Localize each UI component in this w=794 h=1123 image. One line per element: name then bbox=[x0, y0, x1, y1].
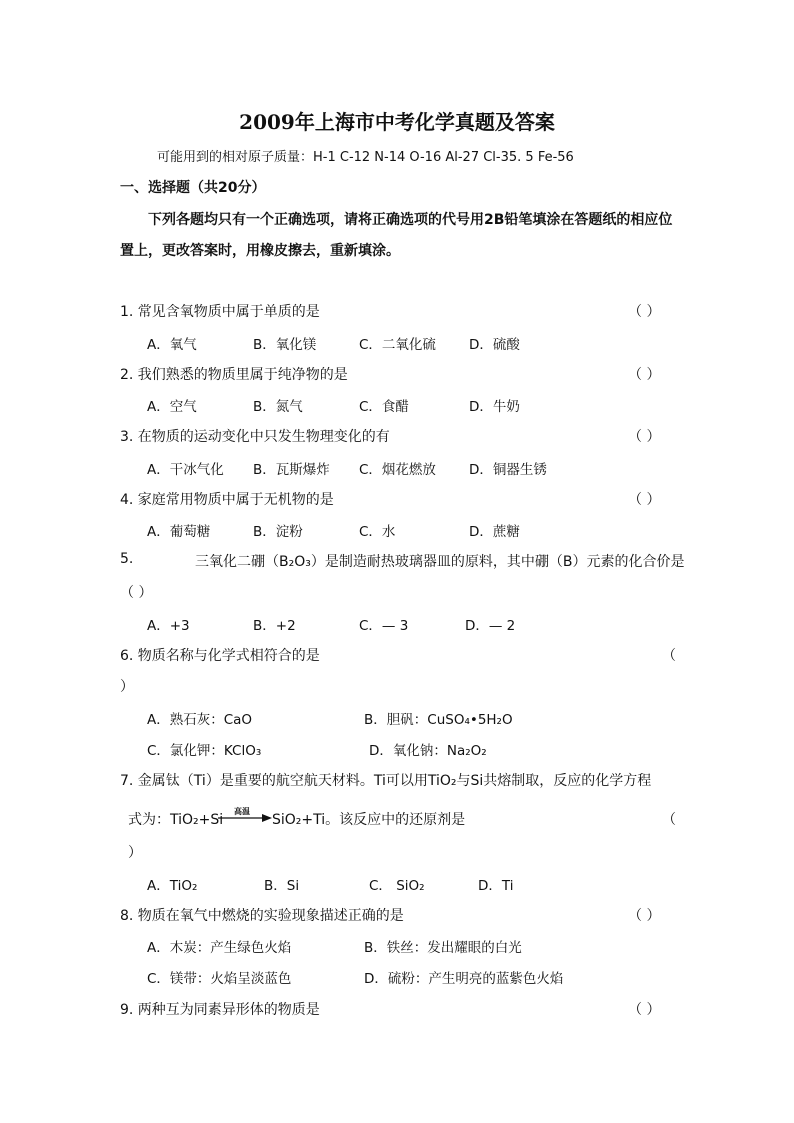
question-3-option-c: C．烟花燃放 bbox=[359, 462, 436, 478]
question-1-option-d: D．硫酸 bbox=[469, 337, 520, 353]
question-3-option-d: D．铜器生锈 bbox=[469, 462, 547, 478]
section-heading: 一、选择题（共20分） bbox=[120, 180, 266, 196]
question-2-option-a: A．空气 bbox=[147, 399, 197, 415]
question-6-option-d: D．氧化钠：Na₂O₂ bbox=[369, 743, 487, 759]
question-7-answer-paren-open: （ bbox=[662, 812, 676, 828]
question-1-answer-paren: （ ） bbox=[628, 304, 661, 320]
question-7-option-b: B．Si bbox=[264, 878, 300, 894]
question-5-option-a: A．+3 bbox=[147, 618, 190, 634]
question-6-stem: 6. 物质名称与化学式相符合的是 bbox=[120, 648, 320, 664]
question-5-option-d: D．— 2 bbox=[465, 618, 516, 634]
question-5-option-b: B．+2 bbox=[253, 618, 296, 634]
instructions-line-1: 下列各题均只有一个正确选项，请将正确选项的代号用2B铅笔填涂在答题纸的相应位 bbox=[148, 212, 673, 228]
question-8-option-a: A．木炭：产生绿色火焰 bbox=[147, 940, 292, 956]
question-7-answer-paren-close: ） bbox=[128, 845, 142, 861]
question-6-option-a: A．熟石灰：CaO bbox=[147, 712, 253, 728]
question-4-answer-paren: （ ） bbox=[628, 492, 661, 508]
question-3-option-b: B．瓦斯爆炸 bbox=[253, 462, 330, 478]
question-5-number: 5. bbox=[120, 551, 134, 567]
question-8-stem: 8. 物质在氧气中燃烧的实验现象描述正确的是 bbox=[120, 908, 404, 924]
question-3-answer-paren: （ ） bbox=[628, 429, 661, 445]
question-4-option-b: B．淀粉 bbox=[253, 524, 303, 540]
question-8-option-c: C．镁带：火焰呈淡蓝色 bbox=[147, 971, 292, 987]
question-7-equation-left: 式为：TiO₂+Si bbox=[128, 812, 224, 828]
question-5-stem: 三氧化二硼（B₂O₃）是制造耐热玻璃器皿的原料，其中硼（B）元素的化合价是 bbox=[195, 554, 685, 570]
question-6-option-b: B．胆矾：CuSO₄•5H₂O bbox=[364, 712, 513, 728]
reaction-condition-label: 高温 bbox=[234, 807, 250, 816]
reaction-arrow bbox=[218, 808, 272, 822]
question-7-option-d: D．Ti bbox=[478, 878, 514, 894]
question-8-option-b: B．铁丝：发出耀眼的白光 bbox=[364, 940, 522, 956]
question-1-option-c: C．二氧化硫 bbox=[359, 337, 436, 353]
question-2-answer-paren: （ ） bbox=[628, 367, 661, 383]
question-6-option-c: C．氯化钾：KClO₃ bbox=[147, 743, 262, 759]
question-2-option-c: C．食醋 bbox=[359, 399, 409, 415]
question-5-option-c: C．— 3 bbox=[359, 618, 409, 634]
question-4-stem: 4. 家庭常用物质中属于无机物的是 bbox=[120, 492, 334, 508]
question-8-option-d: D．硫粉：产生明亮的蓝紫色火焰 bbox=[364, 971, 564, 987]
question-9-stem: 9. 两种互为同素异形体的物质是 bbox=[120, 1002, 320, 1018]
question-3-stem: 3. 在物质的运动变化中只发生物理变化的有 bbox=[120, 429, 390, 445]
question-3-option-a: A．干冰气化 bbox=[147, 462, 224, 478]
question-2-stem: 2. 我们熟悉的物质里属于纯净物的是 bbox=[120, 367, 348, 383]
question-5-answer-paren: （ ） bbox=[120, 585, 153, 601]
question-1-option-b: B．氧化镁 bbox=[253, 337, 317, 353]
question-4-option-c: C．水 bbox=[359, 524, 396, 540]
question-1-option-a: A．氧气 bbox=[147, 337, 197, 353]
question-7-stem: 7. 金属钛（Ti）是重要的航空航天材料。Ti可以用TiO₂与Si共熔制取，反应的化学方程 bbox=[120, 773, 652, 789]
question-4-option-a: A．葡萄糖 bbox=[147, 524, 211, 540]
question-2-option-d: D．牛奶 bbox=[469, 399, 520, 415]
page-title: 2009年上海市中考化学真题及答案 bbox=[239, 110, 555, 134]
question-9-answer-paren: （ ） bbox=[628, 1002, 661, 1018]
question-7-option-c: C． SiO₂ bbox=[369, 878, 425, 894]
question-7-equation-right: SiO₂+Ti。该反应中的还原剂是 bbox=[272, 812, 466, 828]
question-8-answer-paren: （ ） bbox=[628, 908, 661, 924]
question-2-option-b: B．氮气 bbox=[253, 399, 303, 415]
question-4-option-d: D．蔗糖 bbox=[469, 524, 520, 540]
question-6-answer-paren-open: （ bbox=[662, 648, 676, 664]
question-1-stem: 1. 常见含氧物质中属于单质的是 bbox=[120, 304, 320, 320]
atomic-masses-note: 可能用到的相对原子质量：H-1 C-12 N-14 O-16 Al-27 Cl-35. 5 Fe-56 bbox=[157, 150, 574, 165]
instructions-line-2: 置上，更改答案时，用橡皮擦去，重新填涂。 bbox=[120, 243, 400, 259]
question-7-option-a: A．TiO₂ bbox=[147, 878, 198, 894]
question-6-answer-paren-close: ） bbox=[120, 679, 134, 695]
